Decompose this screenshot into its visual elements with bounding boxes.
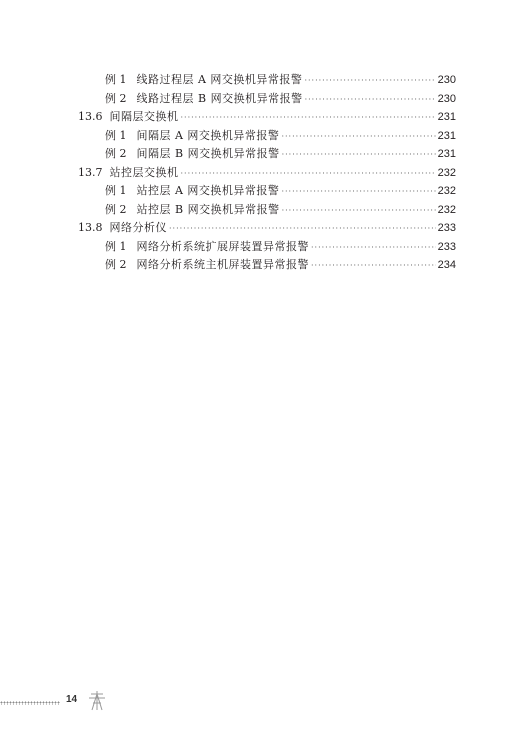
toc-entry-page: 233: [437, 222, 456, 234]
power-tower-icon: [86, 689, 108, 711]
toc-entry-page: 231: [437, 148, 456, 160]
page-number: 14: [66, 694, 78, 705]
toc-section-entry[interactable]: [78, 164, 456, 183]
toc-entry-number: 例 1: [105, 239, 127, 253]
toc-entry-number: 例 2: [105, 258, 127, 271]
toc-entry-title: 网络分析仪: [109, 221, 167, 234]
toc-entry-number: 例 2: [105, 147, 127, 160]
toc-entry-number: 例 2: [105, 202, 127, 216]
toc-entry-title: 线路过程层 A 网交换机异常报警: [136, 73, 303, 86]
toc-entry-title: 间隔层 A 网交换机异常报警: [136, 128, 280, 142]
toc-entry-number: 例 1: [105, 73, 127, 86]
toc-entry[interactable]: [78, 71, 456, 90]
toc-entry-number: 13.8: [78, 221, 103, 234]
toc-entry-page: 232: [437, 166, 456, 179]
toc-entry-number: 例 1: [105, 184, 127, 197]
toc-entry-page: 230: [437, 74, 456, 86]
page-footer: [0, 688, 140, 712]
toc-entry[interactable]: [78, 90, 456, 109]
toc-entry[interactable]: [78, 182, 456, 201]
toc-entry-title: 间隔层 B 网交换机异常报警: [136, 147, 280, 160]
toc-entry-page: 230: [437, 92, 456, 105]
dot-leader: [304, 72, 435, 91]
toc-entry-title: 站控层 A 网交换机异常报警: [136, 184, 280, 197]
toc-section-entry[interactable]: [78, 219, 456, 238]
toc-entry-number: 例 1: [105, 128, 127, 142]
toc-entry-title: 线路过程层 B 网交换机异常报警: [136, 91, 303, 105]
toc-entry[interactable]: [78, 145, 456, 164]
toc-entry[interactable]: [78, 127, 456, 146]
toc-section-entry[interactable]: [78, 108, 456, 127]
dot-leader: [282, 146, 436, 165]
dot-leader: [281, 183, 435, 202]
toc-entry-page: 232: [437, 203, 456, 216]
toc-entry-title: 站控层交换机: [109, 165, 179, 179]
toc-entry-number: 例 2: [105, 91, 127, 105]
table-of-contents: [78, 71, 456, 275]
dot-leader: [169, 220, 436, 239]
footer-dotted-bar: [0, 701, 60, 705]
toc-entry-number: 13.6: [78, 110, 103, 123]
dot-leader: [282, 202, 436, 221]
dot-leader: [311, 257, 436, 276]
toc-entry-page: 232: [437, 185, 456, 197]
toc-entry-page: 231: [437, 111, 456, 123]
toc-entry-number: 13.7: [78, 165, 103, 179]
toc-entry-title: 站控层 B 网交换机异常报警: [136, 202, 280, 216]
toc-entry-title: 间隔层交换机: [109, 110, 179, 123]
toc-entry-page: 231: [437, 129, 456, 142]
toc-entry[interactable]: [78, 201, 456, 220]
dot-leader: [181, 165, 436, 184]
toc-entry[interactable]: [78, 238, 456, 257]
dot-leader: [281, 128, 435, 147]
dot-leader: [305, 91, 436, 110]
toc-entry-title: 网络分析系统主机屏装置异常报警: [136, 258, 309, 271]
toc-entry-page: 234: [437, 259, 456, 271]
dot-leader: [181, 109, 436, 128]
toc-entry-page: 233: [437, 240, 456, 253]
dot-leader: [311, 239, 436, 258]
toc-entry[interactable]: [78, 256, 456, 275]
toc-entry-title: 网络分析系统扩展屏装置异常报警: [136, 239, 309, 253]
